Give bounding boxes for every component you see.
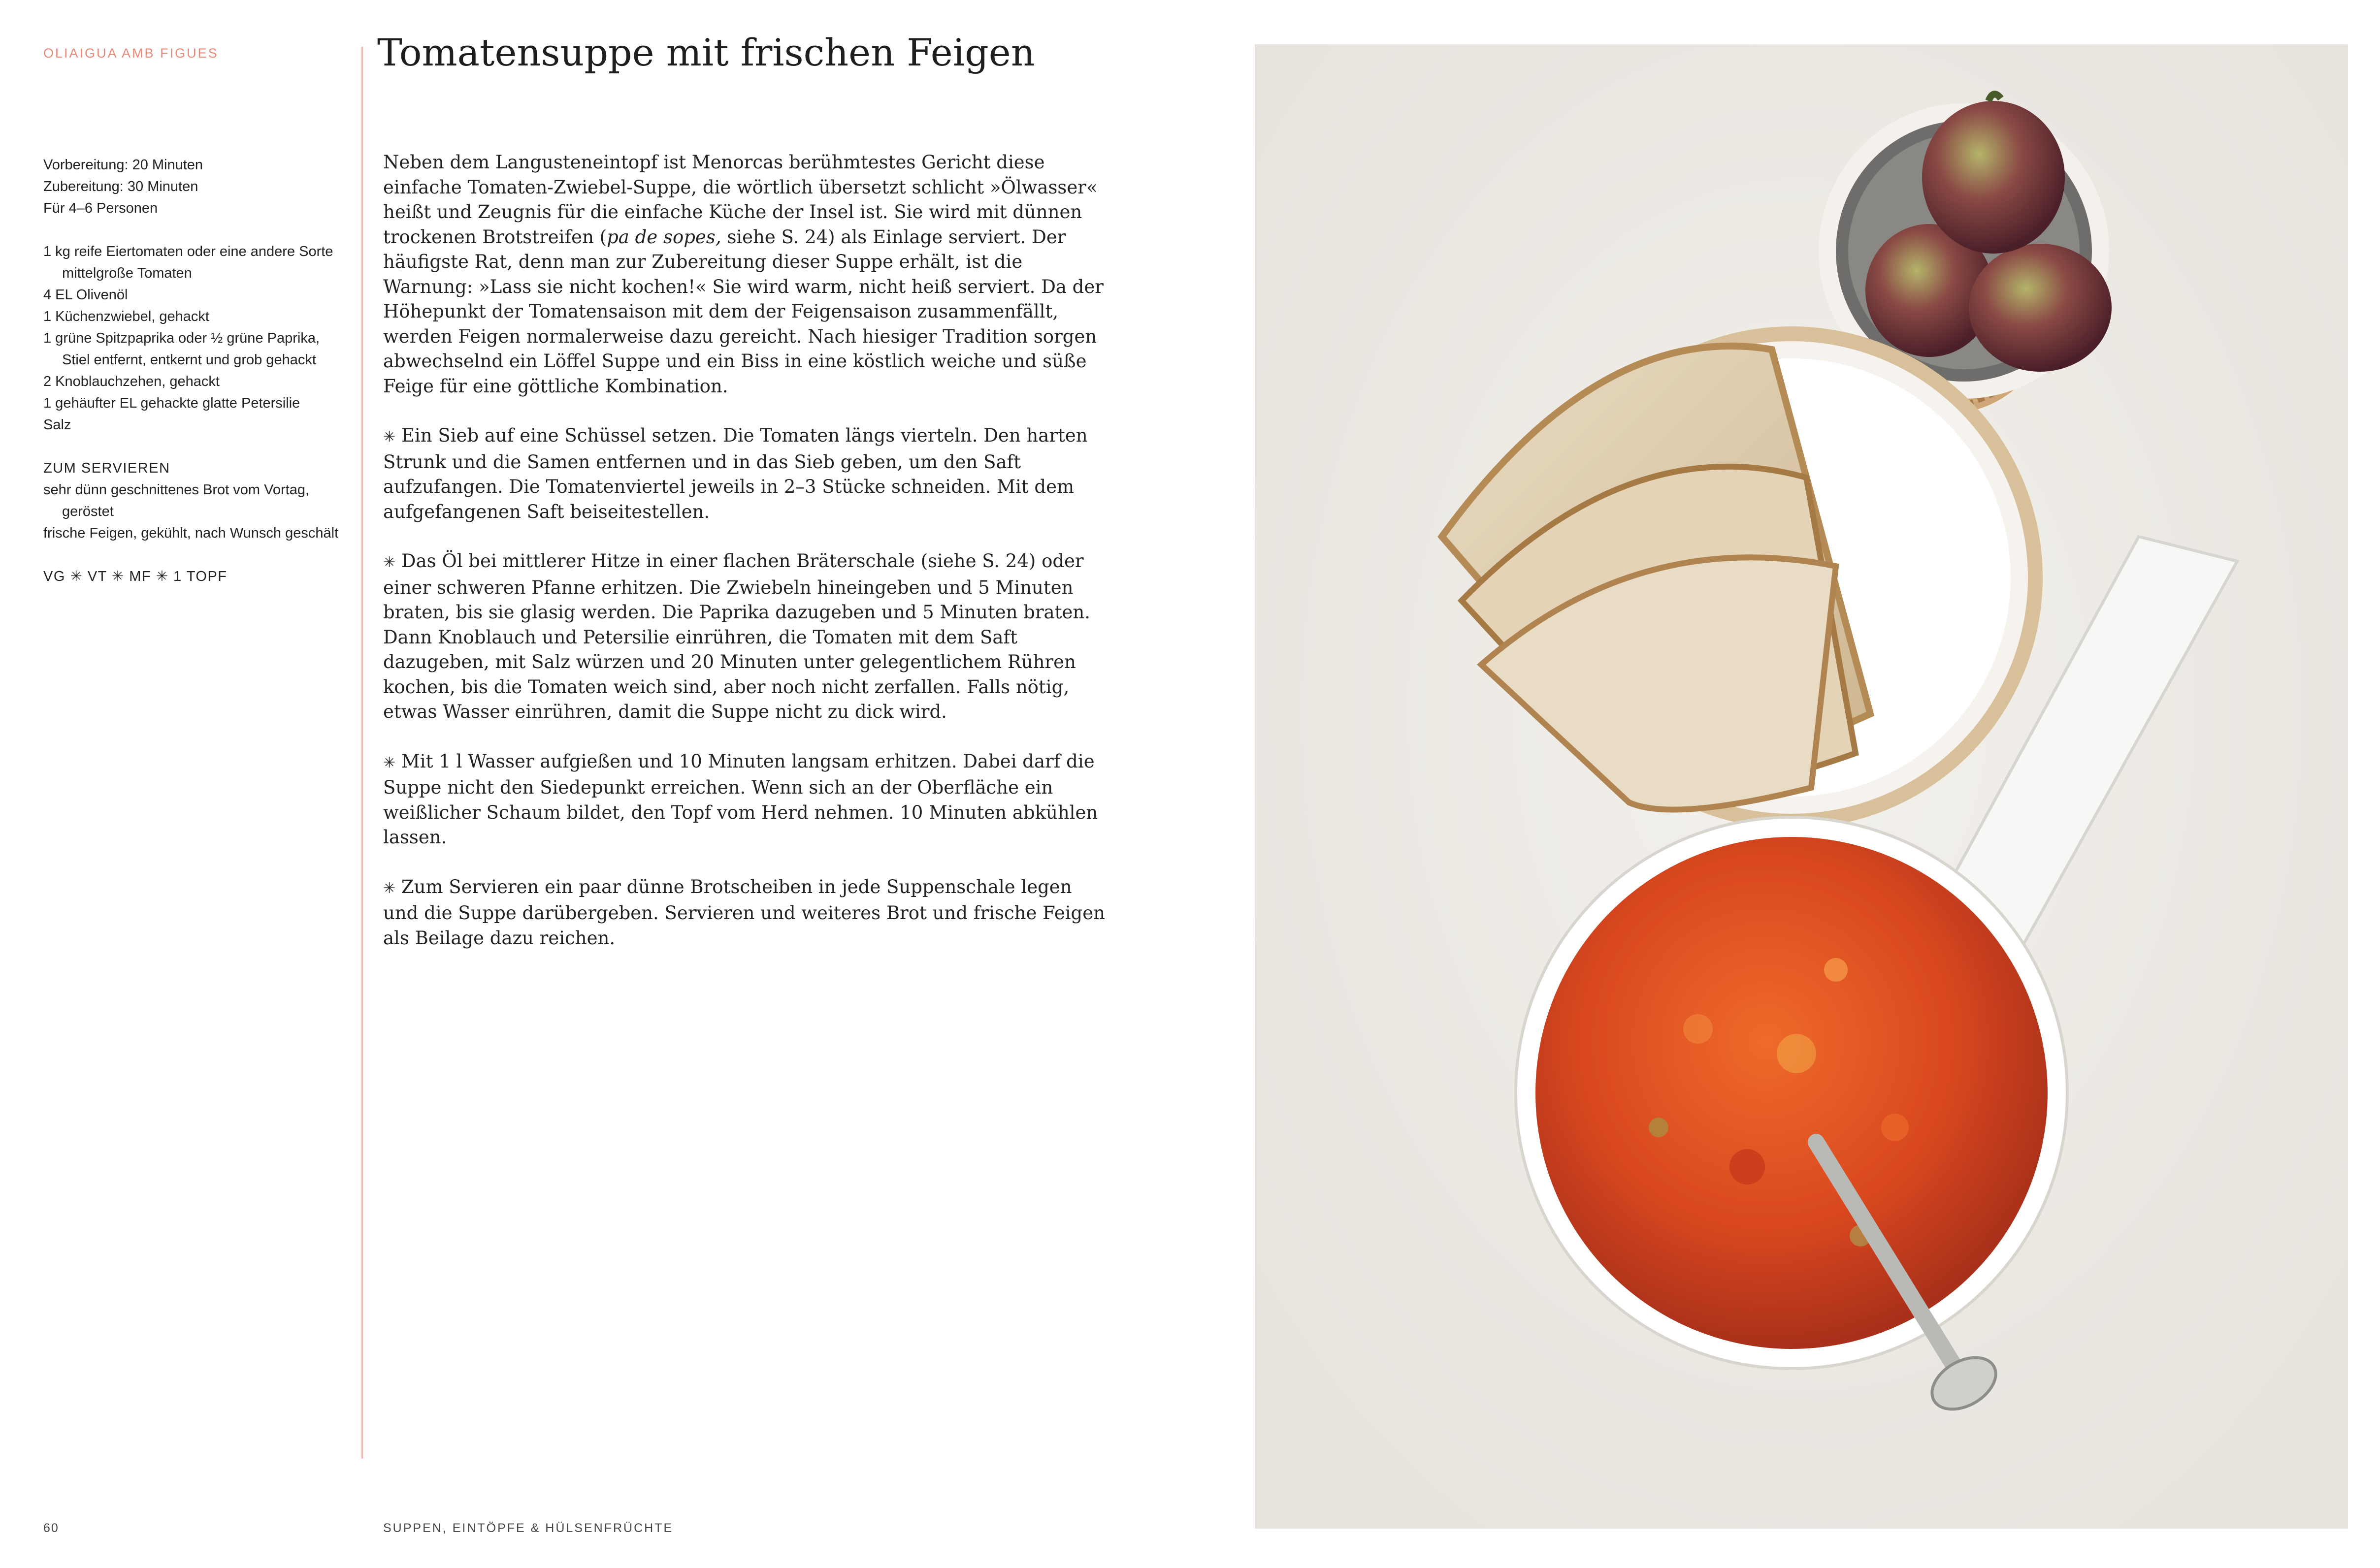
prep-time: Vorbereitung: 20 Minuten (43, 157, 203, 173)
page-number: 60 (43, 1521, 59, 1535)
servings: Für 4–6 Personen (43, 200, 158, 216)
recipe-sidebar (43, 154, 339, 587)
cook-time: Zubereitung: 30 Minuten (43, 179, 198, 194)
ingredient-item: Salz (43, 417, 71, 433)
step-2: ✳ Das Öl bei mittlerer Hitze in einer flachen Bräterschale (siehe S. 24) oder einer schweren Pfanne erhitzen. Die Zwiebeln hineingeben und 5 Minuten braten, bis sie glasig werden. Die Paprika dazugeben und 5 Minuten braten. Dann Knoblauch und Petersilie einrühren, die Tomaten mit dem Saft dazugeben, mit Salz würzen und 20 Minuten unter gelegentlichem Rühren kochen, bis die Tomaten weich sind, aber noch nicht zerfallen. Falls nötig, etwas Wasser einrühren, damit die Suppe nicht zu dick wird. (383, 550, 1090, 722)
intro-paragraph: Neben dem Langusteneintopf ist Menorcas berühmtestes Gericht diese einfache Tomaten-Zwiebel-Suppe, die wörtlich übersetzt schlicht »Ölwasser« heißt und Zeugnis für die einfache Küche der Insel ist. Sie wird mit dünnen trockenen Brotstreifen (pa de sopes, siehe S. 24) als Einlage serviert. Der häufigste Rat, denn man zur Zubereitung dieser Suppe erhält, ist die Warnung: »Lass sie nicht kochen!« Sie wird warm, nicht heiß serviert. Da der Höhepunkt der Tomatensaison mit dem der Feigensaison zusammenfällt, werden Feigen normalerweise dazu gereicht. Nach hiesiger Tradition sorgen abwechselnd ein Löffel Suppe und ein Biss in eine köstlich weiche und süße Feige für eine göttliche Kombination. (383, 152, 1104, 397)
ingredient-item: 1 Küchenzwiebel, gehackt (43, 309, 209, 324)
diet-tags: VG ✳ VT ✳ MF ✳ 1 TOPF (43, 569, 228, 584)
step-3: ✳ Mit 1 l Wasser aufgießen und 10 Minuten langsam erhitzen. Dabei darf die Suppe nicht den Siedepunkt erreichen. Wenn sich an der Oberfläche ein weißlicher Schaum bildet, den Topf vom Herd nehmen. 10 Minuten abkühlen lassen. (383, 750, 1098, 848)
column-divider (361, 47, 363, 1459)
recipe-original-name: OLIAIGUA AMB FIGUES (43, 46, 219, 61)
star-icon: ✳ (383, 428, 396, 446)
ingredient-item: 1 gehäufter EL gehackte glatte Petersilie (43, 395, 300, 411)
ingredient-item: 1 grüne Spitzpaprika oder ½ grüne Paprika, Stiel entfernt, entkernt und grob gehackt (43, 330, 320, 368)
ingredient-item: 4 EL Olivenöl (43, 287, 128, 303)
step-4: ✳ Zum Servieren ein paar dünne Brotscheiben in jede Suppenschale legen und die Suppe darübergeben. Servieren und weiteres Brot und frische Feigen als Beilage dazu reichen. (383, 876, 1105, 949)
star-icon: ✳ (383, 754, 396, 771)
serving-item: sehr dünn geschnittenes Brot vom Vortag, geröstet (43, 482, 310, 519)
food-photo (1255, 44, 2348, 1529)
ingredient-item: 1 kg reife Eiertomaten oder eine andere Sorte mittelgroße Tomaten (43, 244, 333, 281)
recipe-title: Tomatensuppe mit frischen Feigen (377, 31, 1035, 74)
serving-item: frische Feigen, gekühlt, nach Wunsch geschält (43, 525, 339, 541)
serving-heading: ZUM SERVIEREN (43, 460, 170, 476)
step-1: ✳ Ein Sieb auf eine Schüssel setzen. Die Tomaten längs vierteln. Den harten Strunk und die Samen entfernen und in das Sieb geben, um den Saft aufzufangen. Die Tomatenviertel jeweils in 2–3 Stücke schneiden. Mit dem aufgefangenen Saft beiseitestellen. (383, 425, 1088, 522)
section-title: SUPPEN, EINTÖPFE & HÜLSENFRÜCHTE (383, 1521, 674, 1535)
ingredient-item: 2 Knoblauchzehen, gehackt (43, 374, 220, 389)
star-icon: ✳ (383, 554, 396, 571)
recipe-body (383, 150, 1107, 975)
star-icon: ✳ (383, 879, 396, 897)
